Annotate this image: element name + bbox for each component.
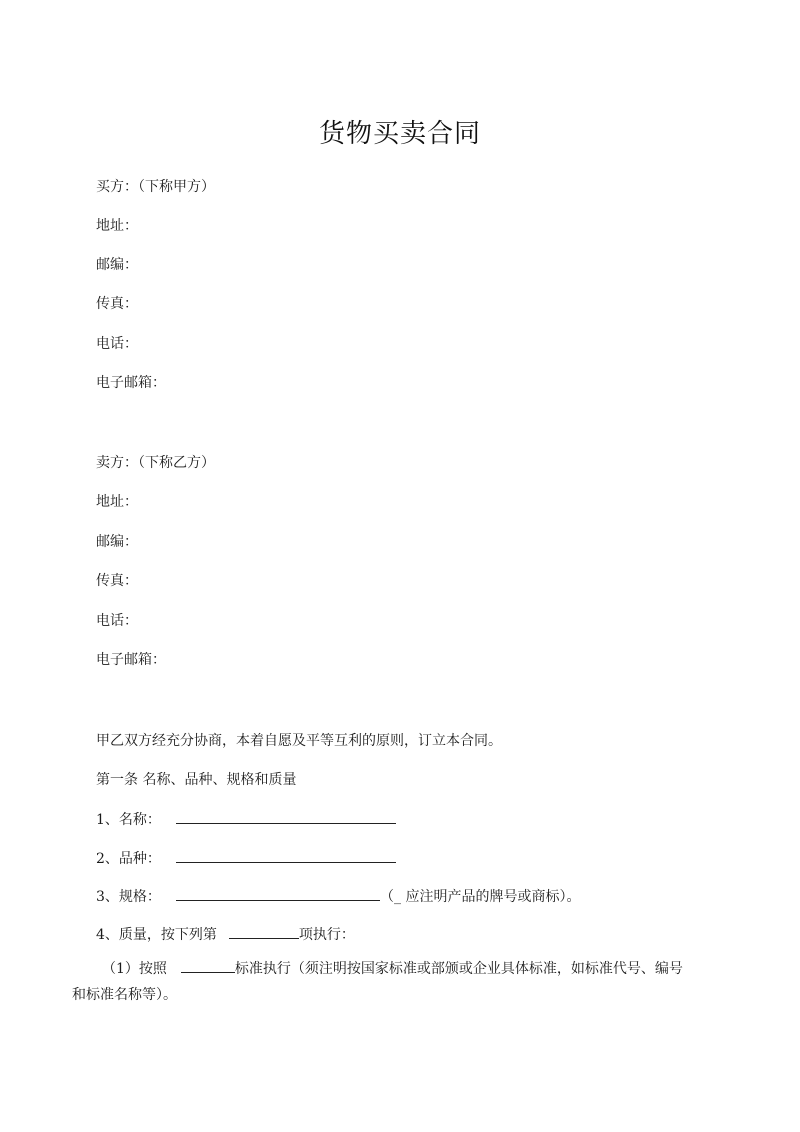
sub1-text: 标准执行（须注明按国家标准或部颁或企业具体标准，如标准代号、编号和标准名称等）。	[72, 961, 683, 1003]
item4-row	[96, 924, 355, 945]
seller-email: 电子邮箱：	[96, 652, 166, 668]
item3-blank-line	[176, 886, 380, 901]
item3-row	[96, 886, 580, 907]
sub1-paragraph	[72, 956, 692, 1008]
buyer-heading: 买方：（下称甲方）	[96, 179, 215, 195]
sub1-prefix: （1）按照	[102, 961, 167, 977]
buyer-address: 地址：	[96, 218, 138, 234]
item4-suffix: 项执行：	[298, 927, 355, 943]
seller-phone: 电话：	[96, 613, 138, 629]
buyer-postcode: 邮编：	[96, 257, 138, 273]
seller-address: 地址：	[96, 494, 138, 510]
buyer-phone: 电话：	[96, 336, 138, 352]
buyer-fax: 传真：	[96, 296, 138, 312]
item1-blank-line	[176, 809, 396, 824]
item3-label: 3、规格：	[96, 889, 161, 905]
document-title: 货物买卖合同	[318, 119, 481, 149]
item1-row	[96, 809, 396, 830]
seller-postcode: 邮编：	[96, 534, 138, 550]
item4-blank-line	[229, 924, 299, 939]
item1-label: 1、名称：	[96, 812, 161, 828]
seller-heading: 卖方：（下称乙方）	[96, 455, 215, 471]
intro-text: 甲乙双方经充分协商，本着自愿及平等互利的原则，订立本合同。	[96, 733, 502, 749]
buyer-email: 电子邮箱：	[96, 375, 166, 391]
item2-row	[96, 848, 396, 869]
item2-label: 2、品种：	[96, 851, 161, 867]
item4-prefix: 4、质量，按下列第	[96, 927, 217, 943]
item2-blank-line	[176, 848, 396, 863]
seller-fax: 传真：	[96, 573, 138, 589]
article1-heading: 第一条 名称、品种、规格和质量	[96, 772, 297, 788]
item3-note: （_ 应注明产品的牌号或商标）。	[380, 889, 581, 905]
sub1-blank-line	[181, 958, 235, 973]
